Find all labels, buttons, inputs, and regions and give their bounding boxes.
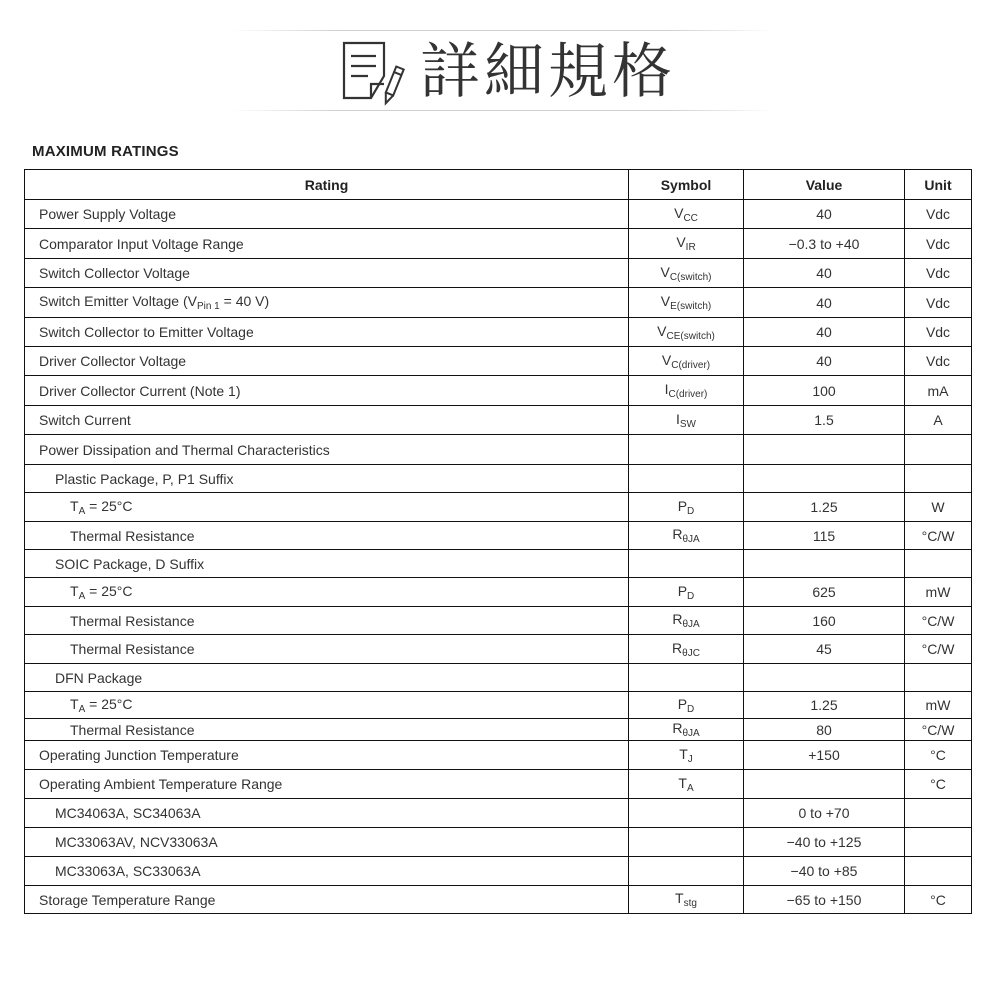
unit-cell: °C/W xyxy=(905,607,972,635)
symbol-cell xyxy=(629,550,744,578)
unit-cell: mA xyxy=(905,376,972,406)
section-title: MAXIMUM RATINGS xyxy=(32,143,179,160)
unit-cell: °C/W xyxy=(905,635,972,664)
value-cell: 1.25 xyxy=(744,692,905,719)
rating-cell xyxy=(25,719,629,741)
symbol-cell xyxy=(629,318,744,347)
rating-text: Switch Collector Voltage xyxy=(39,265,190,281)
table-row xyxy=(25,376,972,406)
rating-cell xyxy=(25,318,629,347)
table-row xyxy=(25,635,972,664)
symbol-subscript: A xyxy=(686,782,694,794)
rating-cell xyxy=(25,229,629,259)
value-cell: 40 xyxy=(744,347,905,376)
unit-cell: Vdc xyxy=(905,318,972,347)
rating-cell xyxy=(25,635,629,664)
symbol-subscript: C(driver) xyxy=(668,389,708,400)
unit-cell: Vdc xyxy=(905,259,972,288)
value-cell: −40 to +125 xyxy=(744,828,905,857)
symbol-cell xyxy=(629,406,744,435)
symbol-text: T xyxy=(679,745,688,762)
table-header-row xyxy=(25,170,972,200)
rating-subscript: A xyxy=(78,703,86,715)
symbol-cell xyxy=(629,200,744,229)
symbol-cell xyxy=(629,886,744,914)
table-row xyxy=(25,607,972,635)
table-row xyxy=(25,692,972,719)
symbol-cell xyxy=(629,741,744,770)
value-cell: −65 to +150 xyxy=(744,886,905,914)
symbol-subscript: CE(switch) xyxy=(666,330,715,342)
rating-cell xyxy=(25,607,629,635)
rating-cell xyxy=(25,200,629,229)
unit-cell: °C xyxy=(905,886,972,914)
symbol-subscript: θJA xyxy=(682,619,700,630)
symbol-cell xyxy=(629,799,744,828)
rating-cell xyxy=(25,741,629,770)
table-row xyxy=(25,435,972,465)
rating-tail: = 40 V) xyxy=(219,293,270,309)
table-row xyxy=(25,719,972,741)
rating-cell xyxy=(25,347,629,376)
rating-text: Switch Collector to Emitter Voltage xyxy=(39,324,254,340)
symbol-text: V xyxy=(657,322,667,339)
symbol-subscript: D xyxy=(687,505,695,517)
table-row xyxy=(25,229,972,259)
symbol-text: V xyxy=(660,293,671,309)
unit-cell: W xyxy=(905,493,972,522)
rating-cell xyxy=(25,259,629,288)
rating-text: T xyxy=(70,582,79,599)
rating-text: Thermal Resistance xyxy=(70,612,195,629)
unit-cell: Vdc xyxy=(905,347,972,376)
rating-cell xyxy=(25,692,629,719)
value-cell xyxy=(744,465,905,493)
symbol-subscript: D xyxy=(687,703,695,715)
rating-cell xyxy=(25,493,629,522)
header-banner xyxy=(0,0,1000,130)
symbol-cell xyxy=(629,376,744,406)
symbol-text: R xyxy=(672,720,683,736)
value-cell xyxy=(744,664,905,692)
banner-bottom-rule xyxy=(230,110,775,111)
symbol-text: I xyxy=(664,381,669,397)
rating-text: Operating Junction Temperature xyxy=(39,747,239,763)
symbol-subscript: θJC xyxy=(682,647,700,659)
maximum-ratings-table xyxy=(24,169,972,914)
unit-cell: A xyxy=(905,406,972,435)
rating-cell xyxy=(25,406,629,435)
rating-subscript: Pin 1 xyxy=(196,301,220,312)
symbol-cell xyxy=(629,719,744,741)
rating-subscript: A xyxy=(78,505,86,517)
rating-text: Operating Ambient Temperature Range xyxy=(39,776,283,792)
table-row xyxy=(25,493,972,522)
table-row xyxy=(25,664,972,692)
table-row xyxy=(25,578,972,607)
rating-text: SOIC Package, D Suffix xyxy=(55,555,205,572)
value-cell: 160 xyxy=(744,607,905,635)
table-row xyxy=(25,550,972,578)
symbol-text: T xyxy=(675,890,684,906)
table-row xyxy=(25,288,972,318)
value-cell: −0.3 to +40 xyxy=(744,229,905,259)
rating-cell xyxy=(25,664,629,692)
symbol-text: V xyxy=(674,204,684,221)
symbol-cell xyxy=(629,578,744,607)
value-cell xyxy=(744,550,905,578)
rating-cell xyxy=(25,435,629,465)
value-cell: 625 xyxy=(744,578,905,607)
symbol-text: R xyxy=(672,611,683,627)
unit-cell xyxy=(905,465,972,493)
rating-text: Thermal Resistance xyxy=(70,527,195,544)
symbol-cell xyxy=(629,828,744,857)
symbol-subscript: stg xyxy=(683,898,697,909)
symbol-subscript: C(driver) xyxy=(671,359,711,371)
banner-top-rule xyxy=(230,30,775,31)
unit-cell: Vdc xyxy=(905,288,972,318)
table-row xyxy=(25,828,972,857)
rating-text: Thermal Resistance xyxy=(70,641,195,657)
table-row xyxy=(25,741,972,770)
value-cell: 40 xyxy=(744,259,905,288)
rating-text: Storage Temperature Range xyxy=(39,891,216,908)
table-row xyxy=(25,259,972,288)
symbol-subscript: D xyxy=(687,590,695,602)
table-row xyxy=(25,857,972,886)
symbol-text: R xyxy=(672,526,683,542)
header-symbol: Symbol xyxy=(629,170,744,200)
table-row xyxy=(25,522,972,550)
unit-cell: Vdc xyxy=(905,200,972,229)
rating-text: Thermal Resistance xyxy=(70,721,195,738)
value-cell xyxy=(744,770,905,799)
symbol-text: P xyxy=(677,695,688,712)
value-cell: 0 to +70 xyxy=(744,799,905,828)
header-value: Value xyxy=(744,170,905,200)
rating-cell xyxy=(25,770,629,799)
table-row xyxy=(25,770,972,799)
symbol-cell xyxy=(629,465,744,493)
unit-cell xyxy=(905,828,972,857)
value-cell: 80 xyxy=(744,719,905,741)
rating-text: Driver Collector Current (Note 1) xyxy=(39,382,241,399)
rating-cell xyxy=(25,799,629,828)
rating-text: DFN Package xyxy=(55,669,143,686)
rating-text: Power Dissipation and Thermal Characteristics xyxy=(39,441,330,458)
symbol-subscript: E(switch) xyxy=(670,301,712,312)
table-row xyxy=(25,200,972,229)
table-row xyxy=(25,406,972,435)
unit-cell: Vdc xyxy=(905,229,972,259)
unit-cell: mW xyxy=(905,578,972,607)
rating-cell xyxy=(25,288,629,318)
rating-text: Power Supply Voltage xyxy=(39,206,176,222)
rating-text: MC34063A, SC34063A xyxy=(55,805,201,821)
document-pen-icon xyxy=(340,40,420,108)
rating-text: Comparator Input Voltage Range xyxy=(39,235,244,252)
table-row xyxy=(25,318,972,347)
rating-cell xyxy=(25,465,629,493)
symbol-text: R xyxy=(672,639,683,656)
unit-cell xyxy=(905,664,972,692)
symbol-cell xyxy=(629,347,744,376)
unit-cell xyxy=(905,550,972,578)
symbol-text: V xyxy=(660,263,670,280)
table-row xyxy=(25,799,972,828)
symbol-cell xyxy=(629,229,744,259)
symbol-cell xyxy=(629,522,744,550)
value-cell: 1.5 xyxy=(744,406,905,435)
symbol-cell xyxy=(629,259,744,288)
value-cell: 40 xyxy=(744,318,905,347)
symbol-text: T xyxy=(678,774,687,791)
rating-cell xyxy=(25,578,629,607)
symbol-text: V xyxy=(676,234,686,250)
rating-tail: = 25°C xyxy=(85,582,133,599)
unit-cell xyxy=(905,435,972,465)
rating-text: T xyxy=(70,497,79,514)
symbol-subscript: CC xyxy=(683,212,698,224)
header-rating: Rating xyxy=(25,170,629,200)
symbol-subscript: SW xyxy=(679,418,696,430)
symbol-text: P xyxy=(677,497,688,514)
rating-cell xyxy=(25,376,629,406)
header-unit: Unit xyxy=(905,170,972,200)
symbol-cell xyxy=(629,435,744,465)
rating-tail: = 25°C xyxy=(85,497,133,514)
value-cell: 115 xyxy=(744,522,905,550)
rating-cell xyxy=(25,522,629,550)
rating-text: Plastic Package, P, P1 Suffix xyxy=(55,470,234,487)
unit-cell: °C/W xyxy=(905,719,972,741)
symbol-cell xyxy=(629,770,744,799)
unit-cell: °C xyxy=(905,741,972,770)
symbol-cell xyxy=(629,635,744,664)
value-cell: 100 xyxy=(744,376,905,406)
symbol-cell xyxy=(629,288,744,318)
symbol-cell xyxy=(629,607,744,635)
symbol-text: I xyxy=(676,410,680,427)
symbol-text: P xyxy=(677,582,688,599)
rating-subscript: A xyxy=(78,590,86,602)
rating-tail: = 25°C xyxy=(85,695,133,712)
symbol-text: V xyxy=(661,351,672,368)
unit-cell: mW xyxy=(905,692,972,719)
value-cell: +150 xyxy=(744,741,905,770)
rating-cell xyxy=(25,828,629,857)
rating-text: Switch Emitter Voltage (V xyxy=(39,293,197,309)
value-cell xyxy=(744,435,905,465)
value-cell: 40 xyxy=(744,200,905,229)
value-cell: 40 xyxy=(744,288,905,318)
rating-text: Driver Collector Voltage xyxy=(39,353,187,369)
value-cell: 45 xyxy=(744,635,905,664)
unit-cell xyxy=(905,857,972,886)
value-cell: −40 to +85 xyxy=(744,857,905,886)
rating-text: T xyxy=(70,695,79,712)
rating-cell xyxy=(25,886,629,914)
unit-cell xyxy=(905,799,972,828)
rating-cell xyxy=(25,857,629,886)
rating-text: Switch Current xyxy=(39,412,131,428)
rating-cell xyxy=(25,550,629,578)
value-cell: 1.25 xyxy=(744,493,905,522)
symbol-cell xyxy=(629,493,744,522)
table-body xyxy=(25,200,972,914)
table-row xyxy=(25,465,972,493)
symbol-subscript: IR xyxy=(685,242,696,253)
symbol-cell xyxy=(629,664,744,692)
unit-cell: °C xyxy=(905,770,972,799)
table-row xyxy=(25,347,972,376)
rating-text: MC33063AV, NCV33063A xyxy=(55,834,218,850)
symbol-cell xyxy=(629,857,744,886)
page-title: 詳細規格 xyxy=(420,37,676,107)
symbol-cell xyxy=(629,692,744,719)
table-row xyxy=(25,886,972,914)
symbol-subscript: θJA xyxy=(682,534,700,545)
symbol-subscript: θJA xyxy=(682,728,700,739)
unit-cell: °C/W xyxy=(905,522,972,550)
rating-text: MC33063A, SC33063A xyxy=(55,863,201,879)
symbol-subscript: J xyxy=(687,753,693,765)
symbol-subscript: C(switch) xyxy=(669,271,712,283)
